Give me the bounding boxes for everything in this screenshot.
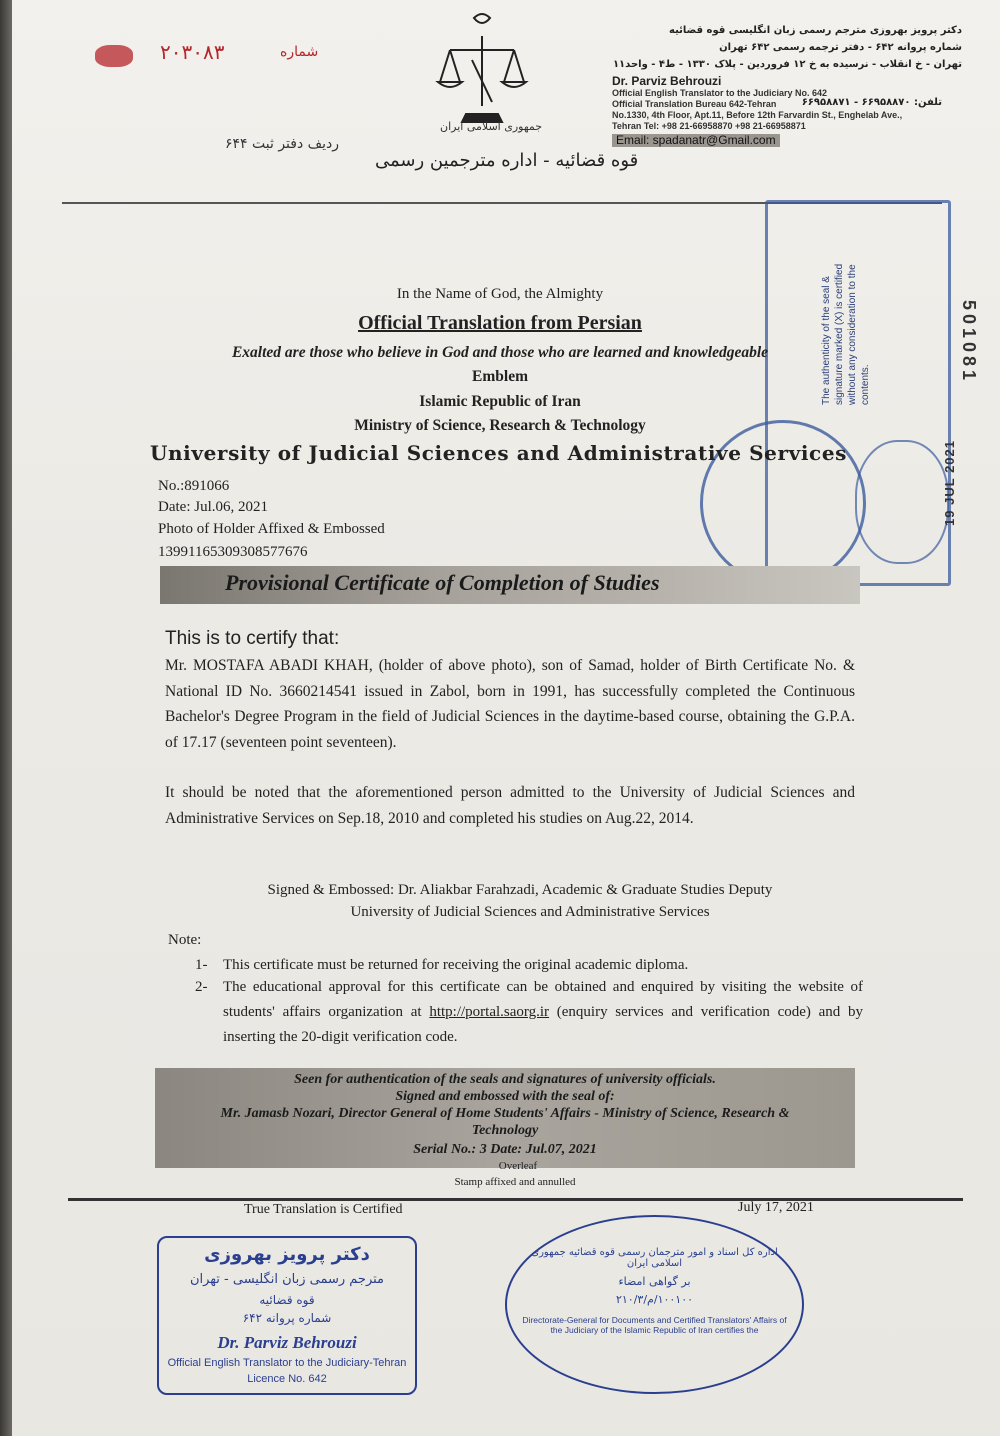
note-number: 1- (195, 957, 208, 973)
republic-label: Islamic Republic of Iran (419, 393, 581, 410)
authentication-line-3: Mr. Jamasb Nozari, Director General of Home Students' Affairs - Ministry of Science, Research & (220, 1106, 790, 1121)
legalization-text: The authenticity of the seal & signature marked (X) is certified without any consideration to the contents. (821, 263, 871, 405)
stamp-en-licence: Licence No. 642 (247, 1373, 327, 1385)
university-title: University of Judicial Sciences and Administrative Services (150, 441, 848, 465)
directorate-stamp (505, 1215, 804, 1394)
authentication-line-1: Seen for authentication of the seals and signatures of university officials. (294, 1072, 716, 1087)
translator-header (612, 22, 962, 148)
portal-link[interactable]: http://portal.saorg.ir (429, 1004, 550, 1020)
dg-stamp-fa-top: اداره کل اسناد و امور مترجمان رسمی قوه قضائیه جمهوری اسلامی ایران (531, 1247, 778, 1269)
translator-fa-line1: دکتر پرویز بهروزی مترجم رسمی زبان انگلیسی قوه قضائیه (669, 25, 962, 36)
translator-email: Email: spadanatr@Gmail.com (612, 134, 780, 147)
emblem-label: Emblem (472, 368, 528, 385)
note-text-a: The educational approval for this certificate can be obtained and enquired by visiting the website of students' affairs organization at (223, 979, 863, 1020)
translator-fa-phone: تلفن: ۶۶۹۵۸۸۷۰ - ۶۶۹۵۸۸۷۱ (801, 97, 942, 108)
register-row-value: ۶۴۴ (225, 136, 248, 152)
register-row-label: ردیف دفتر ثبت (252, 136, 340, 152)
dg-stamp-fa-number: ۱۰۰۱۰۰/م/۲۱۰/۳ (615, 1293, 694, 1306)
footer-divider (68, 1198, 963, 1201)
document-number: No.:891066 (158, 478, 230, 494)
certificate-paragraph-1: Mr. MOSTAFA ABADI KHAH, (holder of above photo), son of Samad, holder of Birth Certificate No. & National ID No. 3660214541 issued in Zabol, born in 1991, has successfully completed the Continuous Bachelor's Degree Program in the field of Judicial Sciences in the daytime-based course, obtaining the G.P.A. of 17.17 (seventeen point seventeen). (165, 657, 855, 751)
registration-number-label: شماره (280, 44, 319, 60)
note-text (223, 975, 863, 1050)
stamp-fa-line3: قوه قضائیه (259, 1293, 315, 1307)
signature-university: University of Judicial Sciences and Administrative Services (350, 904, 710, 920)
judiciary-emblem-icon (432, 10, 532, 130)
note-number: 2- (195, 979, 208, 995)
certificate-title: Provisional Certificate of Completion of Studies (225, 570, 660, 595)
stamp-affixed-label: Stamp affixed and annulled (454, 1176, 576, 1188)
translator-name: Dr. Parviz Behrouzi (612, 74, 722, 88)
stamp-en-official: Official English Translator to the Judiciary-Tehran (167, 1357, 407, 1369)
stamp-en-name: Dr. Parviz Behrouzi (217, 1333, 357, 1352)
exalted-line: Exalted are those who believe in God and those who are learned and knowledgeable (231, 344, 769, 361)
dg-stamp-en: Directorate-General for Documents and Certified Translators' Affairs of the Judiciary of the Islamic Republic of Iran certifies the (522, 1315, 787, 1335)
translator-en-line4: Tehran Tel: +98 21-66958870 +98 21-66958871 (612, 121, 806, 131)
legalization-date: 19 JUL 2021 (942, 440, 957, 526)
translator-fa-line3: تهران - خ انقلاب - نرسیده به خ ۱۲ فروردین - پلاک ۱۳۳۰ - ط۴ - واحد۱۱ (612, 59, 962, 70)
ministry-label: Ministry of Science, Research & Technology (354, 417, 646, 434)
authentication-serial: Serial No.: 3 Date: Jul.07, 2021 (413, 1142, 597, 1157)
stamp-fa-line4: شماره پروانه ۶۴۲ (242, 1311, 332, 1325)
register-row (225, 136, 339, 152)
emblem-subtitle: جمهوری اسلامی ایران (440, 120, 543, 133)
true-translation-label: True Translation is Certified (244, 1202, 403, 1217)
certificate-paragraph-2: It should be noted that the aforementioned person admitted to the University of Judicial Sciences and Administrative Services on Sep.18, 2010 and completed his studies on Aug.22, 2014. (165, 784, 855, 827)
photo-note: Photo of Holder Affixed & Embossed (158, 521, 385, 537)
document-date: Date: Jul.06, 2021 (158, 499, 268, 515)
translator-stamp (157, 1236, 417, 1395)
dg-stamp-fa-mid: بر گواهی امضاء (618, 1275, 691, 1288)
note-text: This certificate must be returned for receiving the original academic diploma. (223, 957, 689, 973)
registration-number: ۲۰۳۰۸۳ (160, 40, 225, 64)
translation-date: July 17, 2021 (738, 1200, 814, 1215)
overleaf-label: Overleaf (498, 1160, 538, 1172)
note-label: Note: (168, 932, 202, 948)
judiciary-title: قوه قضائیه - اداره مترجمین رسمی (375, 150, 639, 171)
translator-fa-line2: شماره پروانه ۶۴۲ - دفتر ترجمه رسمی ۶۴۲ تهران (719, 42, 962, 53)
serial-number: 501081 (959, 300, 979, 385)
translator-en-line3: No.1330, 4th Floor, Apt.11, Before 12th Farvardin St., Enghelab Ave., (612, 110, 903, 120)
certify-intro: This is to certify that: (165, 628, 340, 649)
official-translation-title: Official Translation from Persian (358, 312, 642, 334)
authentication-line-4: Technology (471, 1123, 539, 1138)
note-text-b: (enquiry services and verification code) and by inserting the 20-digit verification code. (223, 1004, 863, 1045)
verification-code: 13991165309308577676 (158, 544, 308, 560)
name-of-god: In the Name of God, the Almighty (396, 286, 604, 302)
stamp-fa-name: دکتر پرویز بهروزی (204, 1244, 370, 1265)
red-ink-mark (95, 45, 133, 67)
translator-en-line1: Official English Translator to the Judiciary No. 642 (612, 88, 828, 98)
authentication-line-2: Signed and embossed with the seal of: (395, 1089, 615, 1104)
translator-en-line2: Official Translation Bureau 642-Tehran (612, 99, 777, 109)
legalization-seal-icon (855, 440, 949, 564)
stamp-fa-line2: مترجم رسمی زبان انگلیسی - تهران (189, 1272, 385, 1287)
signature-line: Signed & Embossed: Dr. Aliakbar Farahzadi, Academic & Graduate Studies Deputy (267, 882, 773, 898)
